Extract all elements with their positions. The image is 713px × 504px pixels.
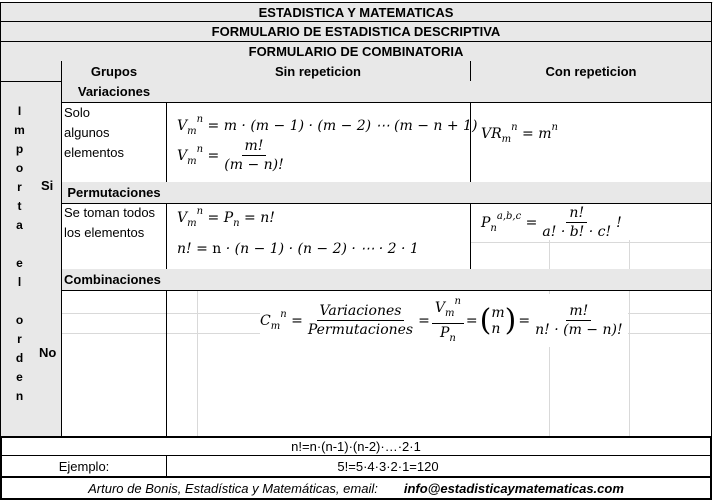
subtitle-descriptiva [0,21,712,41]
section-variaciones-title: Variaciones [77,84,151,99]
header-con-repeticion-text: Con repeticion [545,63,637,79]
importa-orden-label [0,82,38,436]
subtitle-combinatoria [0,41,712,62]
formula-variaciones-repeticion: $VR_m^n = m^n$ [481,122,558,145]
permutaciones-sin-header [166,182,471,204]
formula-factorial: n! = n · (n − 1) · (n − 2) · ⋯ · 2 · 1 [177,241,419,257]
label-letter: a [16,218,23,232]
subtitle-descriptiva-text: FORMULARIO DE ESTADISTICA DESCRIPTIVA [211,24,501,39]
formula-combinaciones: $C_m^n$ = $\frac{\text{Variaciones}}{\text{Permutaciones}}$ = $\frac{V_m^n}{P_n}$ = ( m n ) = $\frac{m!}{n! \cdot (m - n)!}$ [260,294,628,347]
variaciones-con-repeticion-cell [470,102,712,183]
formula-permutaciones: $V_m^n = P_n = n$! [177,206,275,229]
no-label-cell [37,269,62,436]
si-label-cell [37,82,62,270]
description-line: los elementos [64,225,145,240]
header-sin-repeticion [166,61,471,82]
section-combinaciones-title: Combinaciones [64,272,161,287]
permutaciones-con-header [470,182,712,204]
section-permutaciones-title: Permutaciones [67,185,161,200]
label-letter: n [15,389,24,403]
footer-credit: Arturo de Bonis, Estadística y Matemáticas, email: [88,480,378,496]
description-line: algunos [64,125,110,140]
section-combinaciones [61,269,167,291]
variaciones-con-header [470,81,712,103]
combinaciones-header [166,269,712,291]
footer-credit-row [0,476,712,500]
combinaciones-description [61,290,167,436]
label-letter: r [17,332,22,346]
label-letter: o [15,313,24,327]
description-line: elementos [64,145,124,160]
combinaciones-formula-cell [166,290,712,436]
permutaciones-sin-repeticion-cell [166,203,471,270]
permutaciones-con-repeticion-cell [470,203,712,270]
formula-variaciones-producto: $V_m^n = m \cdot (m - 1) \cdot (m - 2)$ ⋯ (m − n + 1) [177,114,478,137]
header-corner [0,61,62,82]
main-title-text: ESTADISTICA Y MATEMATICAS [258,5,454,20]
no-label: No [39,345,57,360]
main-title [0,2,712,22]
footer-factorial-row [0,436,712,456]
subtitle-combinatoria-text: FORMULARIO DE COMBINATORIA [248,44,464,59]
label-letter: I [17,104,22,118]
description-line: Se toman todos [64,205,156,220]
section-variaciones [61,81,167,103]
si-label: Si [41,178,54,193]
footer-email-link[interactable]: info@estadisticaymatematicas.com [403,480,624,496]
label-letter: l [17,275,22,289]
description-line: Solo [64,105,91,120]
footer-ejemplo-value: 5!=5·4·3·2·1=120 [337,458,439,474]
label-letter: t [17,199,22,213]
footer-factorial-formula: n!=n·(n-1)·(n-2)·…·2·1 [291,439,421,454]
permutaciones-description [61,203,167,270]
header-con-repeticion [470,61,712,82]
footer-ejemplo-label-cell [0,456,167,476]
label-letter: o [15,161,24,175]
label-letter: e [16,256,23,270]
header-grupos-text: Grupos [90,63,138,79]
section-permutaciones [61,182,167,204]
label-letter: m [14,123,25,137]
variaciones-sin-repeticion-cell [166,102,478,183]
label-letter: r [17,180,22,194]
formula-variaciones-factorial: $V_m^n$ = $\frac{m!}{(m - n)!}$ [177,138,284,173]
formula-permutaciones-repeticion: $P_n^{a,b,c}$ = $\frac{n!}{a! \cdot b! \cdot c!}$ ! [481,205,622,240]
header-sin-repeticion-text: Sin repeticion [275,63,361,79]
header-grupos [61,61,167,82]
label-letter: p [15,142,24,156]
label-letter: d [15,351,24,365]
variaciones-description [61,102,167,183]
footer-ejemplo-value-cell [166,456,712,476]
footer-ejemplo-label: Ejemplo: [58,458,110,474]
fraction-denominator: Permutaciones [307,322,414,338]
fraction-numerator: Variaciones [317,303,405,321]
label-letter: e [16,370,23,384]
variaciones-sin-header [166,81,471,103]
